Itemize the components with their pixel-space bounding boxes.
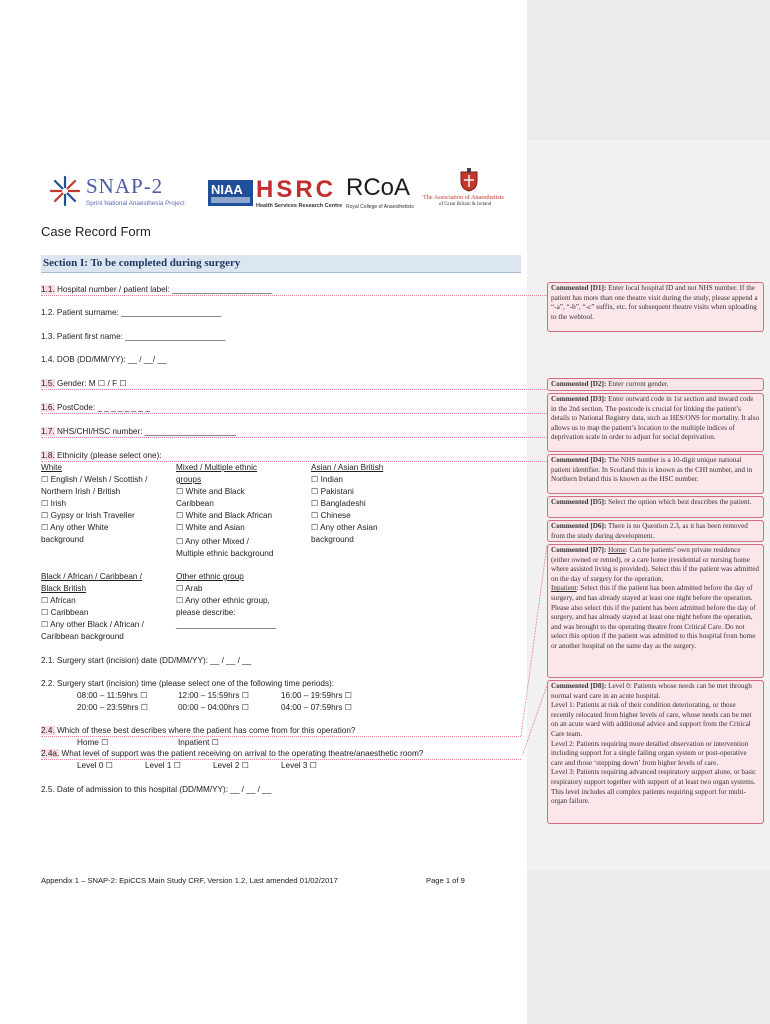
question-1-3: 1.3. Patient first name: ______________________ <box>41 332 226 341</box>
comment-connector <box>41 389 547 390</box>
comment-d5[interactable]: Commented [D5]: Select the option which best describes the patient. <box>547 496 764 518</box>
group-heading: White <box>41 463 62 472</box>
question-text: Ethnicity (please select one): <box>54 451 162 460</box>
snap2-subtitle: Sprint National Anaesthesia Project <box>86 200 185 207</box>
page-title: Case Record Form <box>41 224 151 239</box>
checkbox-option[interactable]: ☐ Bangladeshi <box>311 499 366 508</box>
snap2-title: SNAP-2 <box>86 174 164 198</box>
comment-d6[interactable]: Commented [D6]: There is no Question 2.3, as it has been removed from the study during development. <box>547 520 764 542</box>
checkbox-option[interactable]: ☐ Arab <box>176 584 203 593</box>
comment-connector <box>41 736 521 737</box>
rcoa-subtitle: Royal College of Anaesthetists <box>346 204 414 210</box>
comment-connector-diagonals <box>519 535 549 755</box>
text-field-line[interactable]: ______________________ <box>176 620 277 629</box>
question-text: Gender: M ☐ / F ☐ <box>54 379 127 388</box>
checkbox-option[interactable]: ☐ African <box>41 596 76 605</box>
question-text: What level of support was the patient receiving on arrival to the operating theatre/anaesthetic room? <box>59 749 424 758</box>
question-1-2: 1.2. Patient surname: ______________________ <box>41 308 222 317</box>
question-text: Which of these best describes where the patient has come from for this operation? <box>54 726 356 735</box>
question-text: NHS/CHI/HSC number: ____________________ <box>54 427 236 436</box>
checkbox-option[interactable]: ☐ English / Welsh / Scottish / <box>41 475 148 484</box>
aagbi-subtitle: of Great Britain & Ireland <box>439 202 492 207</box>
question-number: 1.6. <box>41 403 55 412</box>
comment-d1[interactable]: Commented [D1]: Enter local hospital ID and not NHS number. If the patient has more than one theatre visit during the study, please append a “-a”, “-b”, “-c” suffix, etc. for subsequent theatre visits when uploading to the webtool. <box>547 282 764 332</box>
checkbox-option[interactable]: ☐ Any other Mixed / <box>176 537 249 546</box>
checkbox-option[interactable]: ☐ Pakistani <box>311 487 354 496</box>
question-number: 2.4a. <box>41 749 60 758</box>
hsrc-subtitle: Health Services Research Centre <box>256 203 343 209</box>
time-option[interactable]: 12:00 – 15:59hrs ☐ <box>178 691 250 700</box>
snap2-star-icon <box>48 174 82 208</box>
ethnicity-other-column: Other ethnic group ☐ Arab ☐ Any other ethnic group, please describe: ______________________ <box>176 572 277 629</box>
question-number: 2.4. <box>41 726 55 735</box>
question-text: PostCode: _ _ _ _ _ _ _ _ <box>54 403 150 412</box>
checkbox-option[interactable]: ☐ White and Black <box>176 487 245 496</box>
section-title: Section I: To be completed during surgery <box>43 257 241 269</box>
level-option[interactable]: Level 2 ☐ <box>213 761 250 770</box>
question-1-4: 1.4. DOB (DD/MM/YY): __ / __/ __ <box>41 355 167 364</box>
hsrc-title: HSRC <box>256 176 337 203</box>
checkbox-option[interactable]: ☐ Gypsy or Irish Traveller <box>41 511 135 520</box>
comment-d4[interactable]: Commented [D4]: The NHS number is a 10-digit unique national patient identifier. In Scotland this is known as the CHI number, and in Northern Ireland this is known as the HSC number. <box>547 454 764 494</box>
home-option[interactable]: Home ☐ <box>77 738 109 747</box>
checkbox-option[interactable]: ☐ Caribbean <box>41 608 89 617</box>
question-text: Hospital number / patient label: ______________________ <box>54 285 273 294</box>
time-option[interactable]: 08:00 – 11:59hrs ☐ <box>77 691 148 700</box>
ethnicity-black-column: Black / African / Caribbean / Black British ☐ African ☐ Caribbean ☐ Any other Black / African / Caribbean background <box>41 572 144 641</box>
checkbox-option[interactable]: ☐ Indian <box>311 475 343 484</box>
time-option[interactable]: 16:00 – 19:59hrs ☐ <box>281 691 353 700</box>
checkbox-option[interactable]: ☐ Any other ethnic group, <box>176 596 270 605</box>
checkbox-option[interactable]: ☐ Irish <box>41 499 67 508</box>
group-heading: Asian / Asian British <box>311 463 384 472</box>
comment-connector <box>41 413 547 414</box>
snap2-logo <box>48 172 206 212</box>
footer-left: Appendix 1 – SNAP-2: EpiCCS Main Study CRF, Version 1.2, Last amended 01/02/2017 <box>41 876 338 885</box>
group-heading: Mixed / Multiple ethnic <box>176 463 257 472</box>
question-number: 1.1. <box>41 285 55 294</box>
comment-connector <box>41 461 547 462</box>
ethnicity-asian-column: Asian / Asian British ☐ Indian ☐ Pakistani ☐ Bangladeshi ☐ Chinese ☐ Any other Asian background <box>311 463 384 544</box>
group-heading: Other ethnic group <box>176 572 244 581</box>
checkbox-option[interactable]: ☐ White and Black African <box>176 511 273 520</box>
comment-connector <box>41 295 547 296</box>
niaa-title: NIAA <box>211 182 243 197</box>
comment-connector <box>41 437 547 438</box>
question-number: 1.7. <box>41 427 55 436</box>
time-option[interactable]: 04:00 – 07:59hrs ☐ <box>281 703 353 712</box>
level-option[interactable]: Level 1 ☐ <box>145 761 182 770</box>
inpatient-option[interactable]: Inpatient ☐ <box>178 738 220 747</box>
ethnicity-mixed-column: Mixed / Multiple ethnic groups ☐ White and Black Caribbean ☐ White and Black African ☐ White and Asian ☐ Any other Mixed / Multiple ethnic background <box>176 463 274 558</box>
comment-d2[interactable]: Commented [D2]: Enter current gender. <box>547 378 764 391</box>
aagbi-logo <box>423 168 519 208</box>
group-heading: Black / African / Caribbean / <box>41 572 143 581</box>
level-option[interactable]: Level 0 ☐ <box>77 761 114 770</box>
question-2-1: 2.1. Surgery start (incision) date (DD/MM/YY): __ / __ / __ <box>41 656 252 665</box>
ethnicity-white-column: White ☐ English / Welsh / Scottish / Northern Irish / British ☐ Irish ☐ Gypsy or Irish Traveller ☐ Any other White background <box>41 463 148 544</box>
checkbox-option[interactable]: ☐ Any other Black / African / <box>41 620 144 629</box>
aagbi-title: The Association of Anaesthetists <box>423 194 504 201</box>
checkbox-option[interactable]: ☐ White and Asian <box>176 523 245 532</box>
question-2-5: 2.5. Date of admission to this hospital (DD/MM/YY): __ / __ / __ <box>41 785 272 794</box>
niaa-logo <box>208 180 253 206</box>
comment-connector <box>41 759 521 760</box>
level-option[interactable]: Level 3 ☐ <box>281 761 318 770</box>
rcoa-title: RCoA <box>346 174 411 201</box>
checkbox-option[interactable]: ☐ Chinese <box>311 511 351 520</box>
checkbox-option[interactable]: ☐ Any other White <box>41 523 109 532</box>
comment-d7[interactable]: Commented [D7]: Home: Can be patients’ own private residence (either owned or rented), or a care home (residential or nursing home where assisted living is provided). Select this if the patient was admitted on the day of surgery for the operation. Inpatient: Select this if the patient has been admitted before the day of surgery, and has already stayed at least one night before the operation. Please also select this if the patient has been admitted before the day of surgery, and has already stayed at least one night before the operation, and was brought to the operating theatre from Critical Care. Do not select this option if the patient was admitted to this hospital from home or another hospital on the same day as the surgery. <box>547 544 764 678</box>
time-option[interactable]: 20:00 – 23:59hrs ☐ <box>77 703 149 712</box>
crest-icon <box>458 168 480 192</box>
question-2-2: 2.2. Surgery start (incision) time (please select one of the following time periods): <box>41 679 335 688</box>
question-number: 1.5. <box>41 379 55 388</box>
question-number: 1.8. <box>41 451 55 460</box>
time-option[interactable]: 00:00 – 04:00hrs ☐ <box>178 703 250 712</box>
comment-d3[interactable]: Commented [D3]: Enter outward code in 1st section and inward code in the 2nd section. The postcode is crucial for linking the patient’s details to National Registry data, such as HES/ONS for mortality. It also allows us to map the patient’s location to the multiple indices of deprivation scale in order to adjust for social deprivation. <box>547 393 764 452</box>
comment-d8[interactable]: Commented [D8]: Level 0: Patients whose needs can be met through normal ward care in an acute hospital. Level 1: Patients at risk of their condition deteriorating, or those recently relocated from higher levels of care, whose needs can be met on an acute ward with additional advice and support from the Critical Care team. Level 2: Patients requiring more detailed observation or intervention including support for a single failing organ system or post-operative care and those ‘stepping down’ from higher levels of care. Level 3: Patients requiring advanced respiratory support alone, or basic respiratory support together with support of at least two organ systems. This level includes all complex patients requiring support for multi-organ failure. <box>547 680 764 824</box>
section-banner <box>41 255 521 273</box>
checkbox-option[interactable]: ☐ Any other Asian <box>311 523 378 532</box>
page-number: Page 1 of 9 <box>426 876 465 885</box>
